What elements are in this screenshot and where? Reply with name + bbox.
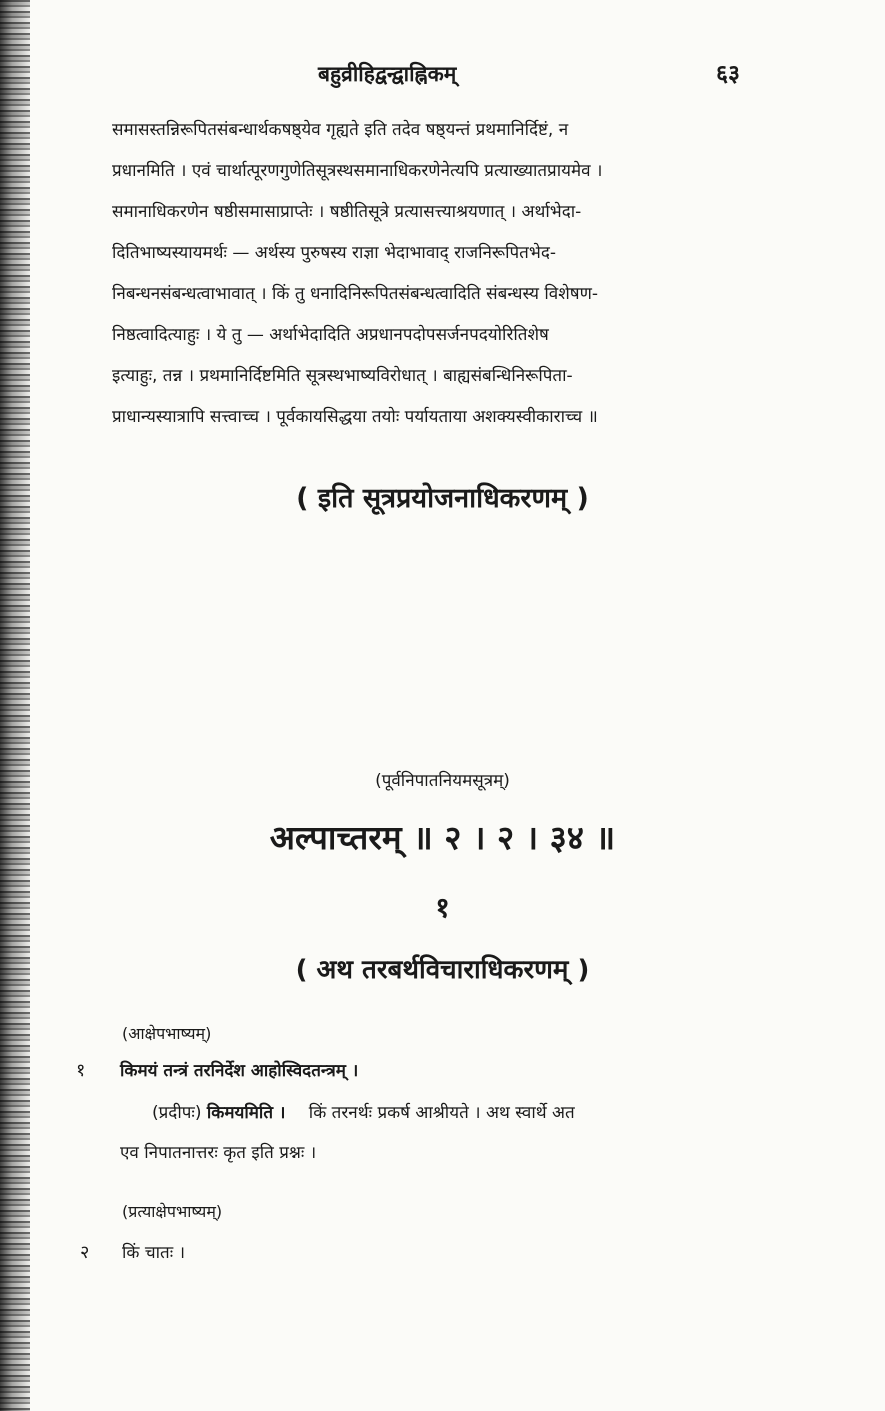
- pradipa-label: (प्रदीपः): [152, 1103, 202, 1123]
- text-line: निष्ठत्वादित्याहुः । ये तु — अर्थाभेदादिति अप्रधानपदोपसर्जनपदयोरितिशेष: [112, 325, 549, 345]
- text-line: समानाधिकरणेन षष्ठीसमासाप्राप्तेः । षष्ठीतिसूत्रे प्रत्यासत्त्याश्रयणात् । अर्थाभेदा-: [112, 202, 582, 222]
- section-number: १: [435, 891, 450, 924]
- bhashya-text: किं चातः ।: [122, 1243, 186, 1263]
- pradipa-text-continued: एव निपातनात्तरः कृत इति प्रश्नः ।: [120, 1143, 317, 1163]
- section-colophon: ( इति सूत्रप्रयोजनाधिकरणम् ): [296, 483, 589, 514]
- bhashya-text: किमयं तन्त्रं तरनिर्देश आहोस्विदतन्त्रम् ।: [120, 1061, 359, 1081]
- pradipa-line: [152, 1100, 575, 1123]
- section-title: ( अथ तरबर्थविचाराधिकरणम् ): [295, 955, 590, 985]
- pradipa-lemma: किमयमिति ।: [206, 1103, 286, 1123]
- text-line: निबन्धनसंबन्धत्वाभावात् । किं तु धनादिनिरूपितसंबन्धत्वादिति संबन्धस्य विशेषण-: [112, 284, 599, 304]
- text-line: समासस्तन्निरूपितसंबन्धार्थकषष्ठ्येव गृह्यते इति तदेव षष्ठ्यन्तं प्रथमानिर्दिष्टं, न: [112, 120, 569, 140]
- commentary-paragraph: [112, 110, 762, 438]
- page-number: ६३: [716, 61, 740, 87]
- sutra-heading: अल्पाच्तरम् ॥ २ । २ । ३४ ॥: [269, 818, 616, 857]
- bhashya-number: २: [80, 1242, 90, 1263]
- sutra-label: (पूर्वनिपातनियमसूत्रम्): [375, 771, 510, 791]
- scan-edge-shadow: [0, 0, 30, 1411]
- akshepa-label: (आक्षेपभाष्यम्): [122, 1024, 212, 1043]
- pradipa-text: किं तरनर्थः प्रकर्ष आश्रीयते । अथ स्वार्थे अत: [308, 1103, 575, 1123]
- text-line: प्राधान्यस्यात्रापि सत्त्वाच्च । पूर्वकायसिद्धया तयोः पर्यायताया अशक्यस्वीकाराच्च ॥: [112, 407, 598, 427]
- running-head: बहुव्रीहिद्वन्द्वाह्निकम्: [318, 62, 457, 86]
- text-line: दितिभाष्यस्यायमर्थः — अर्थस्य पुरुषस्य राज्ञा भेदाभावाद् राजनिरूपितभेद-: [112, 243, 556, 263]
- pratyakshepa-label: (प्रत्याक्षेपभाष्यम्): [122, 1202, 223, 1221]
- bhashya-number: १: [76, 1060, 86, 1081]
- page-header: [0, 52, 885, 92]
- text-line: प्रधानमिति । एवं चार्थात्पूरणगुणेतिसूत्रस्थसमानाधिकरणेनेत्यपि प्रत्याख्यातप्रायमेव ।: [112, 161, 603, 181]
- text-line: इत्याहुः, तन्न । प्रथमानिर्दिष्टमिति सूत्रस्थभाष्यविरोधात् । बाह्यसंबन्धिनिरूपिता-: [112, 366, 573, 386]
